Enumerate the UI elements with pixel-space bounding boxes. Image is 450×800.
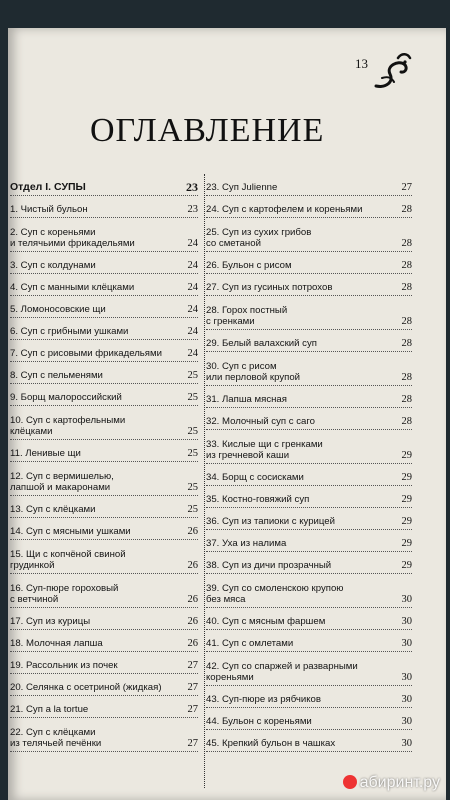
toc-entry-page: 28	[401, 316, 412, 327]
toc-entry-page: 24	[187, 260, 198, 271]
toc-entry-page: 28	[401, 260, 412, 271]
toc-entry	[206, 508, 412, 530]
toc-entry	[206, 196, 412, 218]
toc-entry-page: 29	[401, 494, 412, 505]
toc-entry	[206, 464, 412, 486]
toc-entry-title: 43. Суп-пюре из рябчиков	[206, 694, 321, 705]
toc-entry	[10, 362, 198, 384]
toc-column-left	[10, 174, 198, 752]
toc-entry-title: 13. Суп с клёцками	[10, 504, 96, 515]
toc-entry-page: 26	[187, 638, 198, 649]
toc-entry-title: 10. Суп с картофельными клёцками	[10, 415, 126, 437]
toc-entry-page: 30	[401, 672, 412, 683]
toc-entry	[206, 730, 412, 752]
toc-entry-title: 40. Суп с мясным фаршем	[206, 616, 326, 627]
toc-entry-title: 5. Ломоносовские щи	[10, 304, 106, 315]
toc-entry	[10, 340, 198, 362]
toc-entry-title: 17. Суп из курицы	[10, 616, 91, 627]
toc-entry	[206, 652, 412, 686]
page-title: ОГЛАВЛЕНИЕ	[90, 112, 325, 149]
toc-entry-title: 38. Суп из дичи прозрачный	[206, 560, 332, 571]
toc-entry-title: 18. Молочная лапша	[10, 638, 103, 649]
toc-entry	[206, 486, 412, 508]
toc-entry	[206, 330, 412, 352]
toc-entry-page: 24	[187, 282, 198, 293]
toc-entry	[10, 174, 198, 196]
toc-entry-page: 30	[401, 594, 412, 605]
toc-entry-page: 28	[401, 238, 412, 249]
toc-entry	[206, 386, 412, 408]
toc-entry-title: 12. Суп с вермишелью, лапшой и макаронами	[10, 471, 114, 493]
toc-entry	[10, 674, 198, 696]
toc-entry-page: 25	[187, 448, 198, 459]
toc-entry-page: 28	[401, 282, 412, 293]
toc-entry-page: 30	[401, 716, 412, 727]
toc-entry	[10, 318, 198, 340]
toc-entry-title: Отдел I. СУПЫ	[10, 181, 86, 193]
toc-entry	[206, 218, 412, 252]
toc-entry-title: 4. Суп с манными клёцками	[10, 282, 135, 293]
toc-entry-title: 30. Суп с рисом или перловой крупой	[206, 361, 301, 383]
toc-entry-page: 27	[187, 682, 198, 693]
toc-entry-title: 29. Белый валахский суп	[206, 338, 317, 349]
column-divider	[204, 174, 205, 788]
toc-entry-page: 30	[401, 694, 412, 705]
watermark	[343, 774, 440, 792]
toc-entry-title: 16. Суп-пюре гороховый с ветчиной	[10, 583, 119, 605]
toc-entry-page: 24	[187, 348, 198, 359]
toc-entry-page: 29	[401, 450, 412, 461]
toc-entry-page: 26	[187, 616, 198, 627]
toc-column-right	[206, 174, 412, 752]
dragon-ornament-icon	[368, 48, 414, 94]
toc-entry	[206, 574, 412, 608]
toc-entry-page: 28	[401, 204, 412, 215]
toc-entry-title: 33. Кислые щи с гренками из гречневой каши	[206, 439, 323, 461]
toc-entry-page: 29	[401, 538, 412, 549]
toc-entry-page: 26	[187, 594, 198, 605]
toc-entry-title: 36. Суп из тапиоки с курицей	[206, 516, 335, 527]
toc-entry	[10, 574, 198, 608]
toc-entry-page: 27	[187, 738, 198, 749]
toc-entry-page: 27	[187, 704, 198, 715]
page-number: 13	[355, 56, 368, 71]
toc-entry-title: 8. Суп с пельменями	[10, 370, 103, 381]
toc-entry	[10, 652, 198, 674]
toc-entry-title: 34. Борщ с сосисками	[206, 472, 304, 483]
toc-entry-title: 27. Суп из гусиных потрохов	[206, 282, 333, 293]
toc-entry-title: 15. Щи с копчёной свиной грудинкой	[10, 549, 126, 571]
toc-entry-page: 28	[401, 338, 412, 349]
toc-entry-page: 25	[187, 392, 198, 403]
toc-entry	[10, 196, 198, 218]
toc-entry-page: 30	[401, 616, 412, 627]
toc-entry-page: 28	[401, 416, 412, 427]
toc-entry	[206, 530, 412, 552]
toc-entry-title: 14. Суп с мясными ушками	[10, 526, 131, 537]
toc-entry-title: 45. Крепкий бульон в чашках	[206, 738, 336, 749]
toc-entry-page: 24	[187, 326, 198, 337]
toc-entry-page: 26	[187, 560, 198, 571]
toc-entry-title: 2. Суп с кореньями и телячьими фрикадельями	[10, 227, 135, 249]
toc-entry-title: 39. Суп со смоленскою крупою без мяса	[206, 583, 344, 605]
toc-entry-page: 24	[187, 304, 198, 315]
toc-entry-title: 37. Уха из налима	[206, 538, 287, 549]
toc-entry	[10, 274, 198, 296]
toc-entry	[10, 630, 198, 652]
toc-entry-title: 41. Суп с омлетами	[206, 638, 294, 649]
toc-entry-title: 19. Рассольник из почек	[10, 660, 118, 671]
toc-entry-title: 25. Суп из сухих грибов со сметаной	[206, 227, 312, 249]
toc-entry-page: 25	[187, 504, 198, 515]
toc-entry-page: 28	[401, 394, 412, 405]
toc-entry-title: 1. Чистый бульон	[10, 204, 88, 215]
toc-entry	[10, 440, 198, 462]
toc-entry-title: 3. Суп с колдунами	[10, 260, 96, 271]
toc-entry-page: 25	[187, 482, 198, 493]
toc-entry	[206, 252, 412, 274]
toc-entry	[206, 408, 412, 430]
toc-entry	[206, 552, 412, 574]
toc-entry-title: 31. Лапша мясная	[206, 394, 287, 405]
toc-entry-title: 23. Суп Julienne	[206, 182, 278, 193]
toc-entry	[206, 430, 412, 464]
toc-entry	[10, 384, 198, 406]
toc-entry-title: 11. Ленивые щи	[10, 448, 81, 459]
toc-entry	[10, 218, 198, 252]
toc-entry	[10, 496, 198, 518]
toc-entry-title: 42. Суп со спаржей и разварными кореньями	[206, 661, 358, 683]
toc-entry-page: 27	[187, 660, 198, 671]
toc-entry-title: 20. Селянка с осетриной (жидкая)	[10, 682, 162, 693]
toc-entry-title: 35. Костно-говяжий суп	[206, 494, 310, 505]
toc-entry-title: 22. Суп с клёцками из телячьей печёнки	[10, 727, 102, 749]
labirint-logo-icon	[343, 775, 357, 789]
toc-entry	[206, 686, 412, 708]
toc-entry	[10, 406, 198, 440]
toc-entry-page: 27	[401, 182, 412, 193]
toc-entry-title: 21. Суп a la tortue	[10, 704, 89, 715]
toc-entry-title: 26. Бульон с рисом	[206, 260, 292, 271]
toc-entry	[10, 518, 198, 540]
toc-entry-title: 32. Молочный суп с саго	[206, 416, 315, 427]
toc-entry	[10, 696, 198, 718]
toc-entry-page: 24	[187, 238, 198, 249]
toc-entry	[10, 296, 198, 318]
toc-entry-page: 23	[187, 204, 198, 215]
toc-entry-page: 30	[401, 738, 412, 749]
toc-entry-title: 6. Суп с грибными ушками	[10, 326, 129, 337]
toc-entry	[206, 352, 412, 386]
toc-entry	[206, 630, 412, 652]
book-page	[8, 28, 446, 800]
toc-entry	[10, 608, 198, 630]
toc-entry	[10, 462, 198, 496]
toc-entry-page: 25	[187, 426, 198, 437]
toc-entry	[10, 540, 198, 574]
toc-entry-page: 23	[186, 180, 198, 194]
toc-entry-page: 26	[187, 526, 198, 537]
toc-entry	[10, 252, 198, 274]
toc-entry-title: 28. Горох постный с гренками	[206, 305, 288, 327]
toc-entry	[206, 174, 412, 196]
toc-entry-title: 24. Суп с картофелем и кореньями	[206, 204, 363, 215]
toc-entry	[206, 296, 412, 330]
toc-entry-title: 44. Бульон с кореньями	[206, 716, 312, 727]
toc-entry-title: 7. Суп с рисовыми фрикадельями	[10, 348, 162, 359]
toc-entry	[206, 608, 412, 630]
toc-entry	[206, 708, 412, 730]
toc-entry	[206, 274, 412, 296]
toc-entry-title: 9. Борщ малороссийский	[10, 392, 122, 403]
toc-entry-page: 29	[401, 560, 412, 571]
toc-entry-page: 29	[401, 472, 412, 483]
toc-entry-page: 28	[401, 372, 412, 383]
toc-entry-page: 29	[401, 516, 412, 527]
watermark-text: абиринт.ру	[359, 774, 440, 791]
toc-entry	[10, 718, 198, 752]
toc-entry-page: 25	[187, 370, 198, 381]
toc-entry-page: 30	[401, 638, 412, 649]
